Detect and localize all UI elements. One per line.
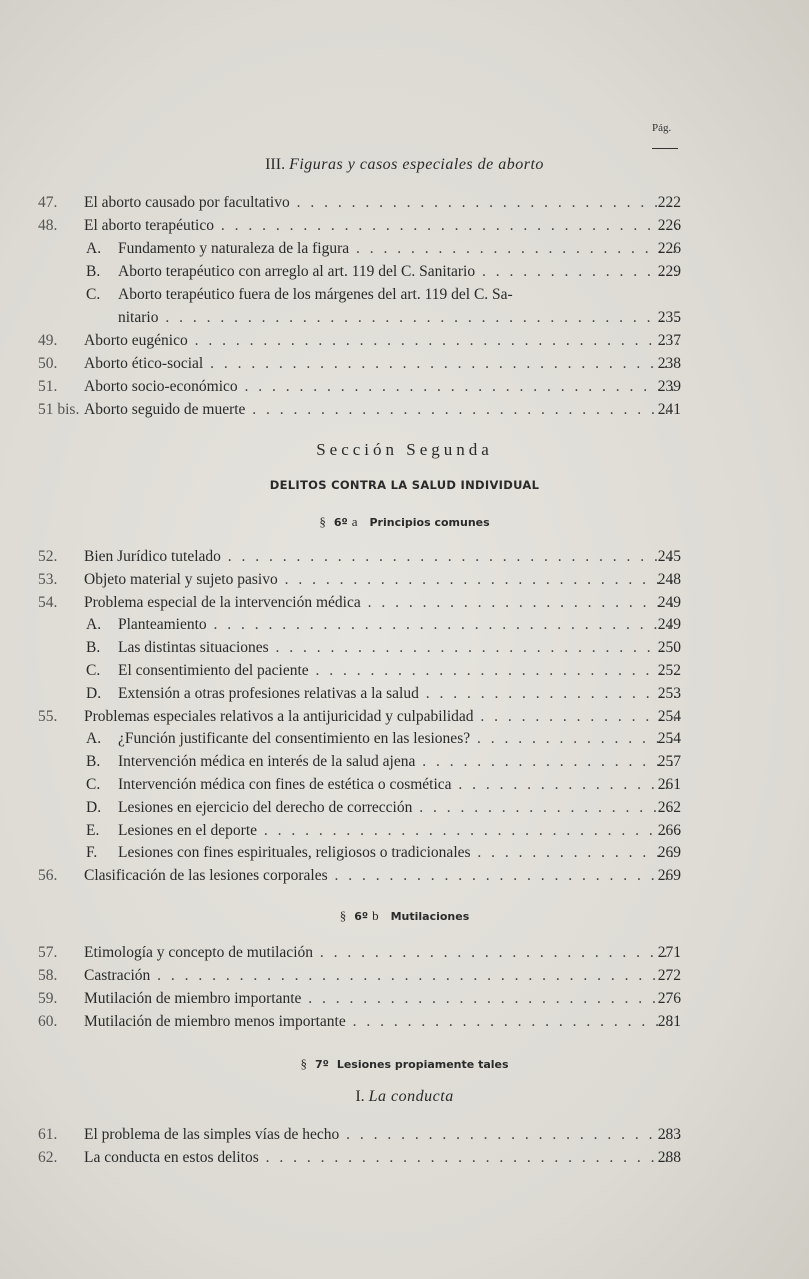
entry-page-number: 254 <box>657 707 681 725</box>
entry-page-number: 253 <box>657 684 681 702</box>
toc-entry <box>0 942 809 964</box>
toc-entry <box>0 637 809 659</box>
entry-page-number: 281 <box>657 1013 681 1030</box>
section-symbol: § <box>300 1056 307 1071</box>
entry-title: Bien Jurídico tutelado . . . <box>84 546 679 568</box>
entry-title: Fundamento y naturaleza de la figura . . . <box>118 238 679 260</box>
entry-letter: A. <box>86 730 102 748</box>
entry-title: nitario . . . <box>118 307 679 329</box>
entry-number: 59. <box>38 990 58 1007</box>
entry-letter: D. <box>86 684 102 702</box>
entry-title: Etimología y concepto de mutilación . . . <box>84 942 679 964</box>
entry-number: 47. <box>38 194 58 211</box>
entry-number: 55. <box>38 707 58 725</box>
part-heading-title: Figuras y casos especiales de aborto <box>289 156 544 173</box>
toc-entry <box>0 284 809 306</box>
toc-entry <box>0 376 809 398</box>
toc-entry <box>0 660 809 682</box>
toc-entry <box>0 546 809 568</box>
entry-number: 57. <box>38 944 58 961</box>
toc-entry <box>0 797 809 819</box>
entry-title: El consentimiento del paciente . . . <box>118 660 679 682</box>
entry-page-number: 249 <box>657 593 681 611</box>
subsection-number: 6º <box>354 910 369 923</box>
entry-title: El problema de las simples vías de hecho . . . <box>84 1124 679 1146</box>
entry-number: 56. <box>38 867 58 885</box>
section-symbol: § <box>339 908 347 923</box>
toc-entry <box>0 706 809 728</box>
entry-page-number: 249 <box>657 616 681 634</box>
page-column-label: Pág. <box>652 122 672 134</box>
subsection-letter: b <box>372 908 379 923</box>
entry-title: Clasificación de las lesiones corporales . . . <box>84 865 679 887</box>
subsection-heading-7 <box>0 1056 809 1072</box>
entry-page-number: 245 <box>657 548 681 565</box>
entry-number: 52. <box>38 548 58 565</box>
entry-number: 48. <box>38 217 58 234</box>
entry-title: Problema especial de la intervención médica . . . <box>84 592 679 614</box>
entry-letter: D. <box>86 798 102 816</box>
entry-letter: C. <box>86 286 101 303</box>
entry-letter: B. <box>86 263 101 280</box>
entry-letter: B. <box>86 639 101 657</box>
toc-entry <box>0 842 809 864</box>
entry-title: El aborto terapéutico . . . <box>84 215 679 237</box>
entry-page-number: 257 <box>657 753 681 771</box>
entry-number: 60. <box>38 1013 58 1030</box>
toc-entry <box>0 1147 809 1169</box>
toc-entry <box>0 751 809 773</box>
subsection-title: Principios comunes <box>369 516 490 529</box>
entry-number: 53. <box>38 570 58 588</box>
toc-entry <box>0 774 809 796</box>
entry-page-number: 252 <box>657 662 681 679</box>
toc-entry <box>0 820 809 842</box>
entry-page-number: 250 <box>657 639 681 657</box>
entry-title: Extensión a otras profesiones relativas a la salud . . . <box>118 683 679 705</box>
entry-page-number: 229 <box>657 263 681 280</box>
toc-entry <box>0 865 809 887</box>
entry-title: Aborto terapéutico fuera de los márgenes del art. 119 del C. Sa- <box>118 286 513 303</box>
toc-entry <box>0 215 809 237</box>
entry-page-number: 283 <box>657 1126 681 1143</box>
part-heading <box>0 156 809 174</box>
entry-page-number: 261 <box>657 776 681 793</box>
entry-letter: A. <box>86 240 102 257</box>
toc-entry <box>0 238 809 260</box>
entry-title: Aborto ético-social . . . <box>84 353 679 375</box>
entry-title: Aborto seguido de muerte . . . <box>84 399 679 421</box>
toc-entry <box>0 261 809 283</box>
entry-letter: B. <box>86 753 101 771</box>
section-title: Sección Segunda <box>316 440 493 459</box>
entry-title: Mutilación de miembro menos importante . . . <box>84 1011 679 1033</box>
entry-title: Aborto eugénico . . . <box>84 330 679 352</box>
entry-number: 58. <box>38 967 58 984</box>
entry-title: Las distintas situaciones . . . <box>118 637 679 659</box>
entry-letter: A. <box>86 616 102 634</box>
entry-page-number: 254 <box>657 730 681 748</box>
toc-entry <box>0 965 809 987</box>
toc-entry <box>0 1124 809 1146</box>
entry-title: Aborto terapéutico con arreglo al art. 119 del C. Sanitario . . . <box>118 261 679 283</box>
toc-entry <box>0 330 809 352</box>
subsection-number: 6º <box>333 516 348 529</box>
entry-title: Lesiones con fines espirituales, religiosos o tradicionales . . . <box>118 842 679 864</box>
entry-number: 51. <box>38 378 58 395</box>
entry-number: 49. <box>38 332 58 349</box>
entry-page-number: 226 <box>657 240 681 257</box>
part-heading-number: III. <box>265 156 286 173</box>
toc-entry <box>0 353 809 375</box>
toc-entry <box>0 988 809 1010</box>
toc-entry <box>0 192 809 214</box>
entry-letter: C. <box>86 776 101 793</box>
entry-page-number: 269 <box>657 844 681 862</box>
toc-entry <box>0 399 809 421</box>
entry-title: Problemas especiales relativos a la antijuricidad y culpabilidad . . . <box>84 706 679 728</box>
entry-page-number: 222 <box>657 194 681 211</box>
toc-entry <box>0 683 809 705</box>
entry-letter: C. <box>86 662 101 679</box>
entry-page-number: 262 <box>657 798 681 816</box>
entry-number: 61. <box>38 1126 58 1143</box>
subsection-number: 7º <box>314 1058 329 1071</box>
entry-title: La conducta en estos delitos . . . <box>84 1147 679 1169</box>
entry-number: 62. <box>38 1149 58 1166</box>
entry-number: 54. <box>38 593 58 611</box>
subsection-heading-6b <box>0 908 809 924</box>
toc-entry <box>0 307 809 329</box>
entry-title: Intervención médica en interés de la salud ajena . . . <box>118 751 679 773</box>
subheading-number: I. <box>355 1088 365 1105</box>
entry-page-number: 271 <box>657 944 681 961</box>
entry-number: 51 bis. <box>38 401 80 418</box>
entry-letter: E. <box>86 821 100 839</box>
section-symbol: § <box>319 514 326 529</box>
entry-page-number: 239 <box>657 378 681 395</box>
subsection-subheading <box>0 1088 809 1106</box>
entry-page-number: 269 <box>657 867 681 885</box>
subsection-title: Lesiones propiamente tales <box>336 1058 509 1071</box>
entry-page-number: 288 <box>657 1149 681 1166</box>
entry-page-number: 272 <box>657 967 681 984</box>
entry-title: Lesiones en ejercicio del derecho de corrección . . . <box>118 797 679 819</box>
toc-entry <box>0 1011 809 1033</box>
subheading-title: La conducta <box>368 1088 454 1105</box>
page-column-rule <box>652 148 678 149</box>
subsection-letter: a <box>351 514 358 529</box>
subsection-title: Mutilaciones <box>390 910 470 923</box>
entry-title: Lesiones en el deporte . . . <box>118 820 679 842</box>
entry-title: ¿Función justificante del consentimiento en las lesiones? . . . <box>118 728 679 750</box>
toc-entry <box>0 728 809 750</box>
toc-entry <box>0 592 809 614</box>
entry-title: Castración . . . <box>84 965 679 987</box>
toc-entry <box>0 614 809 636</box>
entry-title: Objeto material y sujeto pasivo . . . <box>84 569 679 591</box>
entry-title: Aborto socio-económico . . . <box>84 376 679 398</box>
entry-letter: F. <box>86 844 98 862</box>
entry-number: 50. <box>38 355 58 372</box>
entry-page-number: 276 <box>657 990 681 1007</box>
entry-page-number: 248 <box>657 570 681 588</box>
section-subtitle: DELITOS CONTRA LA SALUD INDIVIDUAL <box>269 478 540 492</box>
toc-entry <box>0 569 809 591</box>
entry-page-number: 226 <box>657 217 681 234</box>
subsection-heading-6a <box>0 514 809 530</box>
entry-page-number: 237 <box>657 332 681 349</box>
entry-page-number: 238 <box>657 355 681 372</box>
entry-title: El aborto causado por facultativo . . . <box>84 192 679 214</box>
entry-page-number: 241 <box>657 401 681 418</box>
entry-page-number: 266 <box>657 821 681 839</box>
entry-page-number: 235 <box>657 309 681 326</box>
entry-title: Mutilación de miembro importante . . . <box>84 988 679 1010</box>
entry-title: Planteamiento . . . <box>118 614 679 636</box>
entry-title: Intervención médica con fines de estética o cosmética . . . <box>118 774 679 796</box>
